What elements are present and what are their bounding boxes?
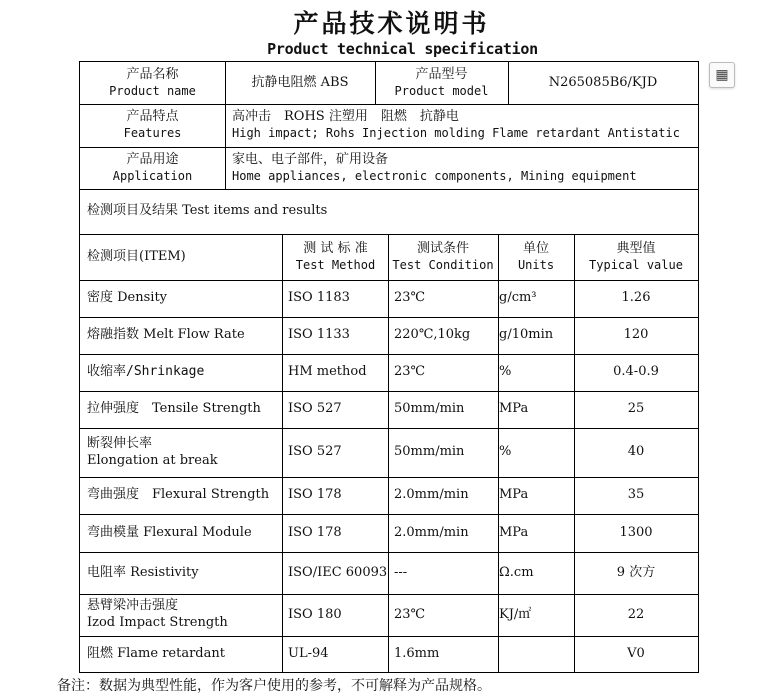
grid-line [80, 280, 698, 281]
header-typical-cn: 典型值 [616, 240, 656, 256]
document-title: 产品技术说明书 [293, 9, 490, 38]
table-row-item: 断裂伸长率 [87, 435, 153, 451]
product-model-label-en: Product model [394, 83, 489, 98]
row-mfr-item [87, 317, 282, 354]
grid-line [225, 62, 226, 189]
grid-line [375, 62, 376, 104]
row-flexural-strength-unit: MPa [499, 487, 529, 503]
row-mfr-unit: g/10min [499, 327, 554, 343]
table-row-item: 熔融指数 Melt Flow Rate [87, 327, 245, 343]
header-typical [574, 234, 698, 280]
row-flame-value: V0 [627, 645, 645, 661]
grid-line [80, 477, 698, 478]
application-label-en: Application [112, 168, 193, 183]
row-density-condition: 23℃ [394, 290, 426, 306]
row-flexural-module-value: 1300 [619, 524, 653, 540]
row-izod-unit: KJ/㎡ [499, 606, 532, 622]
grid-line [80, 514, 698, 515]
row-tensile-value: 25 [627, 401, 645, 417]
header-typical-en: Typical value [589, 257, 683, 272]
row-izod-value: 22 [627, 606, 645, 622]
header-units-en: Units [517, 257, 555, 272]
features-value-en: High impact; Rohs Injection molding Flame retardant Antistatic [232, 126, 680, 141]
header-item: 检测项目(ITEM) [87, 248, 186, 264]
row-shrinkage-condition: 23℃ [394, 364, 426, 380]
row-density-unit: g/cm³ [499, 290, 537, 306]
row-mfr-value: 120 [623, 327, 649, 343]
product-name-label [80, 62, 225, 104]
row-flexural-module-condition: 2.0mm/min [394, 524, 469, 540]
row-shrinkage-unit: % [499, 364, 512, 380]
row-shrinkage-item [87, 354, 282, 391]
application-value-cn: 家电、电子部件，矿用设备 [232, 151, 389, 167]
row-flexural-module-item [87, 514, 282, 552]
row-tensile-condition: 50mm/min [394, 401, 465, 417]
application-value-en: Home appliances, electronic components, Mining equipment [232, 168, 637, 183]
table-row-item-en: Elongation at break [87, 452, 218, 468]
product-name-label-en: Product name [109, 83, 196, 98]
product-model-label-cn: 产品型号 [415, 66, 468, 82]
table-row-item: 收缩率/Shrinkage [87, 364, 205, 380]
row-tensile-method: ISO 527 [288, 401, 342, 417]
row-density-item [87, 280, 282, 317]
table-row-item: 密度 Density [87, 290, 168, 306]
header-units [498, 234, 574, 280]
document-subtitle: Product technical specification [267, 40, 538, 58]
grid-line [80, 354, 698, 355]
row-flexural-module-unit: MPa [499, 524, 529, 540]
grid-line [80, 552, 698, 553]
features-value [232, 104, 696, 147]
row-mfr-method: ISO 1133 [288, 327, 350, 343]
row-flame-item [87, 636, 282, 672]
row-resistivity-value: 9 次方 [616, 564, 656, 580]
row-flexural-strength-item [87, 477, 282, 514]
table-row-item-en: Izod Impact Strength [87, 615, 228, 630]
row-elongation-unit: % [499, 444, 512, 460]
table-row-item: 拉伸强度 Tensile Strength [87, 401, 261, 417]
header-condition [388, 234, 498, 280]
row-elongation-method: ISO 527 [288, 444, 342, 460]
application-value [232, 147, 696, 189]
grid-line [574, 234, 575, 672]
table-row-item: 电阻率 Resistivity [87, 564, 199, 580]
row-density-method: ISO 1183 [288, 290, 350, 306]
header-condition-en: Test Condition [392, 257, 494, 272]
application-label-cn: 产品用途 [126, 151, 179, 167]
row-flame-unit [499, 636, 574, 672]
footnote: 备注：数据为典型性能，作为客户使用的参考，不可解释为产品规格。 [57, 678, 491, 694]
product-model-value: N265085B6/KJD [548, 74, 658, 90]
grid-line [80, 104, 698, 105]
row-flame-condition: 1.6mm [394, 645, 440, 661]
row-flexural-strength-value: 35 [627, 487, 645, 503]
header-units-cn: 单位 [522, 240, 549, 256]
row-flame-method: UL-94 [288, 645, 329, 661]
grid-line [80, 234, 698, 235]
product-name-value: 抗静电阻燃 ABS [251, 74, 349, 90]
row-resistivity-unit: Ω.cm [499, 564, 534, 580]
table-view-icon[interactable]: ▦ [709, 62, 735, 88]
row-elongation-value: 40 [627, 444, 645, 460]
grid-line [80, 428, 698, 429]
row-shrinkage-method: HM method [288, 364, 367, 380]
features-value-cn: 高冲击 ROHS 注塑用 阻燃 抗静电 [232, 109, 459, 125]
row-izod-condition: 23℃ [394, 606, 426, 622]
grid-line [80, 317, 698, 318]
header-method-cn: 测 试 标 准 [303, 240, 368, 256]
row-resistivity-condition: --- [394, 564, 408, 580]
grid-line [498, 234, 499, 672]
row-izod-method: ISO 180 [288, 606, 342, 622]
row-density-value: 1.26 [621, 290, 651, 306]
grid-line [80, 636, 698, 637]
results-heading: 检测项目及结果 Test items and results [87, 203, 328, 219]
row-resistivity-method: ISO/IEC 60093 [288, 564, 388, 580]
row-tensile-unit: MPa [499, 401, 529, 417]
row-tensile-item [87, 391, 282, 428]
row-flexural-strength-condition: 2.0mm/min [394, 487, 469, 503]
application-label [80, 147, 225, 189]
grid-line [508, 62, 509, 104]
row-elongation-condition: 50mm/min [394, 444, 465, 460]
grid-line [80, 594, 698, 595]
product-name-label-cn: 产品名称 [126, 66, 179, 82]
table-row-item: 阻燃 Flame retardant [87, 645, 225, 661]
row-mfr-condition: 220℃,10kg [394, 327, 471, 343]
grid-line [80, 391, 698, 392]
row-shrinkage-value: 0.4-0.9 [613, 364, 659, 380]
row-elongation-item [87, 428, 282, 477]
features-label-cn: 产品特点 [126, 109, 179, 125]
grid-line [80, 189, 698, 190]
table-row-item: 弯曲模量 Flexural Module [87, 524, 252, 540]
table-row-item: 悬臂梁冲击强度 [87, 598, 179, 614]
row-flexural-strength-method: ISO 178 [288, 487, 342, 503]
grid-line [80, 147, 698, 148]
header-method [283, 234, 388, 280]
spec-sheet [79, 61, 699, 673]
features-label-en: Features [123, 126, 182, 141]
row-flexural-module-method: ISO 178 [288, 524, 342, 540]
header-condition-cn: 测试条件 [416, 240, 469, 256]
grid-line [282, 234, 283, 672]
header-method-en: Test Method [295, 257, 376, 272]
features-label [80, 104, 225, 147]
table-row-item: 弯曲强度 Flexural Strength [87, 487, 270, 503]
grid-line [388, 234, 389, 672]
product-model-label [375, 62, 508, 104]
row-izod-item [87, 594, 282, 636]
row-resistivity-item [87, 552, 282, 594]
